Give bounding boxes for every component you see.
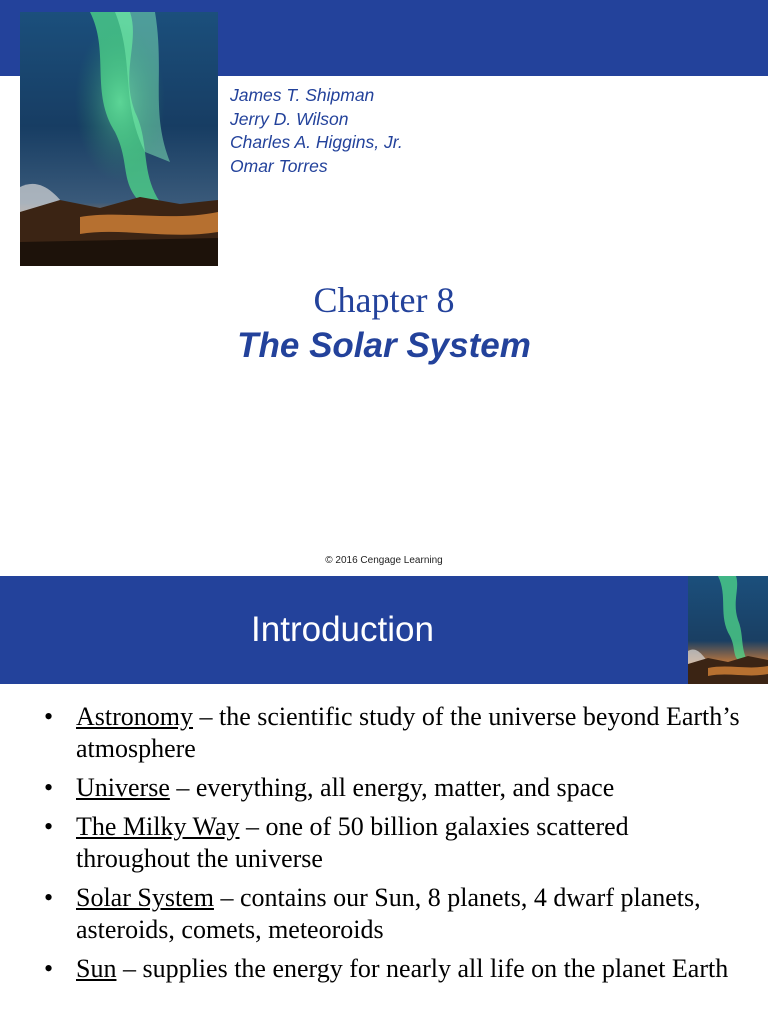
term: The Milky Way	[76, 812, 240, 841]
introduction-slide	[0, 576, 768, 1024]
definition: – contains our Sun, 8 planets, 4 dwarf planets, asteroids, comets, meteoroids	[76, 883, 701, 944]
term: Sun	[76, 954, 117, 983]
definition: – everything, all energy, matter, and space	[169, 773, 615, 802]
author-name: James T. Shipman	[230, 85, 375, 105]
definition: – supplies the energy for nearly all life on the planet Earth	[116, 954, 729, 983]
list-item	[44, 811, 744, 875]
slide-title: Introduction	[251, 610, 434, 649]
definition-list	[44, 701, 744, 992]
list-item	[44, 701, 744, 765]
chapter-number: Chapter 8	[313, 280, 455, 320]
author-name: Omar Torres	[230, 155, 328, 176]
list-item	[44, 772, 744, 804]
aurora-photo	[20, 12, 218, 266]
definition: – the scientific study of the universe beyond Earth’s atmosphere	[76, 702, 740, 763]
aurora-thumbnail	[688, 576, 768, 684]
author-name: Charles A. Higgins, Jr.	[230, 132, 403, 152]
term: Solar System	[76, 883, 214, 912]
author-list	[230, 84, 403, 178]
term: Universe	[76, 773, 170, 802]
list-item	[44, 953, 744, 985]
definition: – one of 50 billion galaxies scattered throughout the universe	[76, 812, 629, 873]
list-item	[44, 882, 744, 946]
chapter-title: The Solar System	[237, 326, 531, 365]
author-name: Jerry D. Wilson	[230, 108, 349, 129]
term: Astronomy	[76, 702, 193, 731]
copyright-notice: © 2016 Cengage Learning	[325, 555, 443, 566]
introduction-header-bar	[0, 576, 768, 684]
